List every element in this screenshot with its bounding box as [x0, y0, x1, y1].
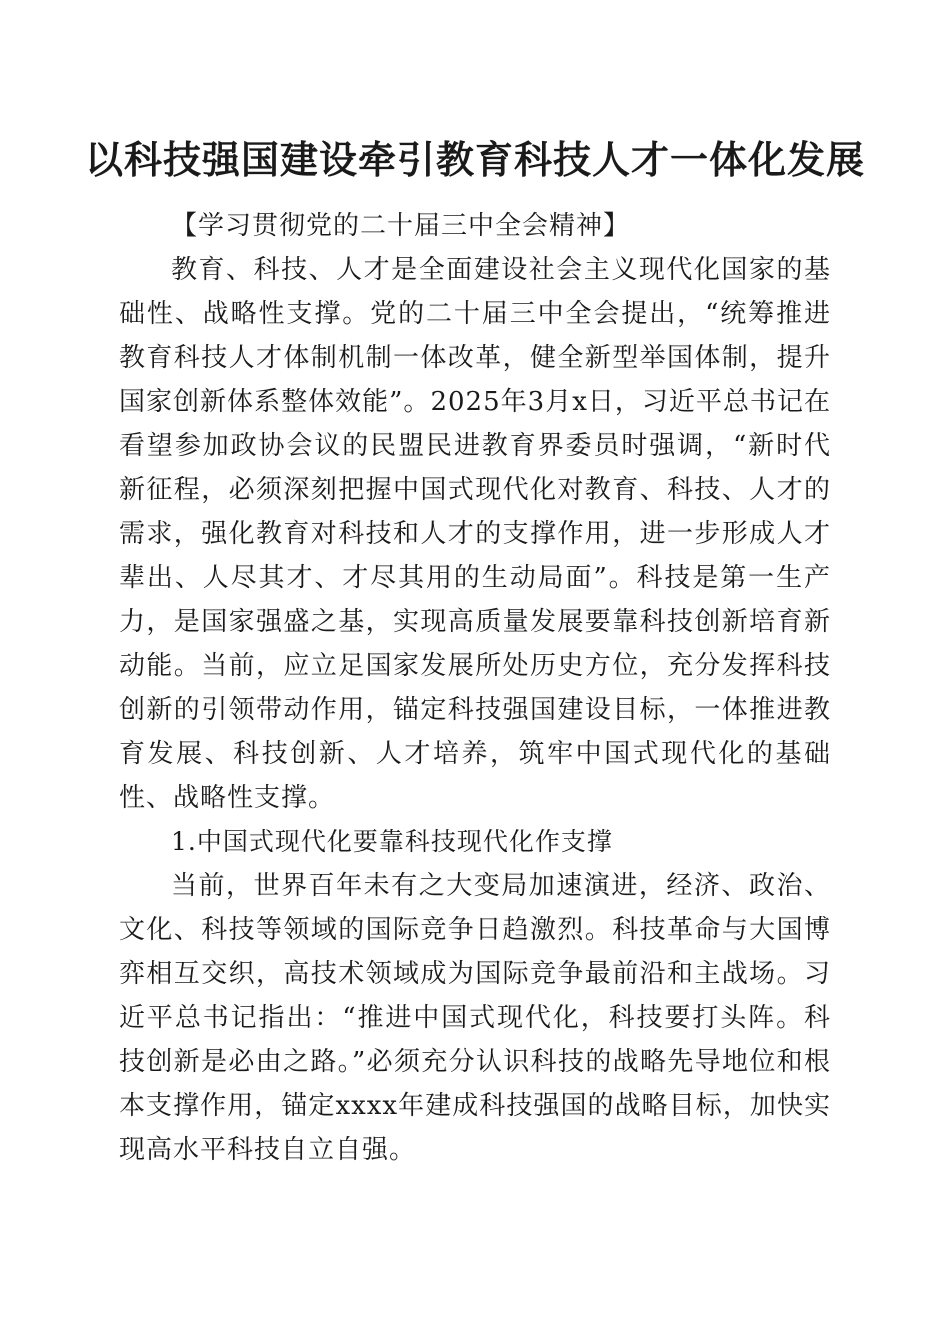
paragraph-intro: 教育、科技、人才是全面建设社会主义现代化国家的基础性、战略性支撑。党的二十届三中全会提出，“统筹推进教育科技人才体制机制一体改革，健全新型举国体制，提升国家创新体系整体效能”。2025年3月x日，习近平总书记在看望参加政协会议的民盟民进教育界委员时强调，“新时代新征程，必须深刻把握中国式现代化对教育、科技、人才的需求，强化教育对科技和人才的支撑作用，进一步形成人才辈出、人尽其才、才尽其用的生动局面”。科技是第一生产力，是国家强盛之基，实现高质量发展要靠科技创新培育新动能。当前，应立足国家发展所处历史方位，充分发挥科技创新的引领带动作用，锚定科技强国建设目标，一体推进教育发展、科技创新、人才培养，筑牢中国式现代化的基础性、战略性支撑。: [119, 255, 831, 813]
document-title: 以科技强国建设牵引教育科技人才一体化发展: [84, 138, 865, 182]
paragraph-section-1: 当前，世界百年未有之大变局加速演进，经济、政治、文化、科技等领域的国际竞争日趋激烈。科技革命与大国博弈相互交织，高技术领域成为国际竞争最前沿和主战场。习近平总书记指出：“推进中国式现代化，科技要打头阵。科技创新是必由之路。”必须充分认识科技的战略先导地位和根本支撑作用，锚定xxxx年建成科技强国的战略目标，加快实现高水平科技自立自强。: [119, 871, 831, 1165]
document-body: [119, 204, 831, 1172]
section-heading-1: 1.中国式现代化要靠科技现代化作支撑: [171, 827, 613, 856]
tag-line: 【学习贯彻党的二十届三中全会精神】: [171, 211, 631, 241]
